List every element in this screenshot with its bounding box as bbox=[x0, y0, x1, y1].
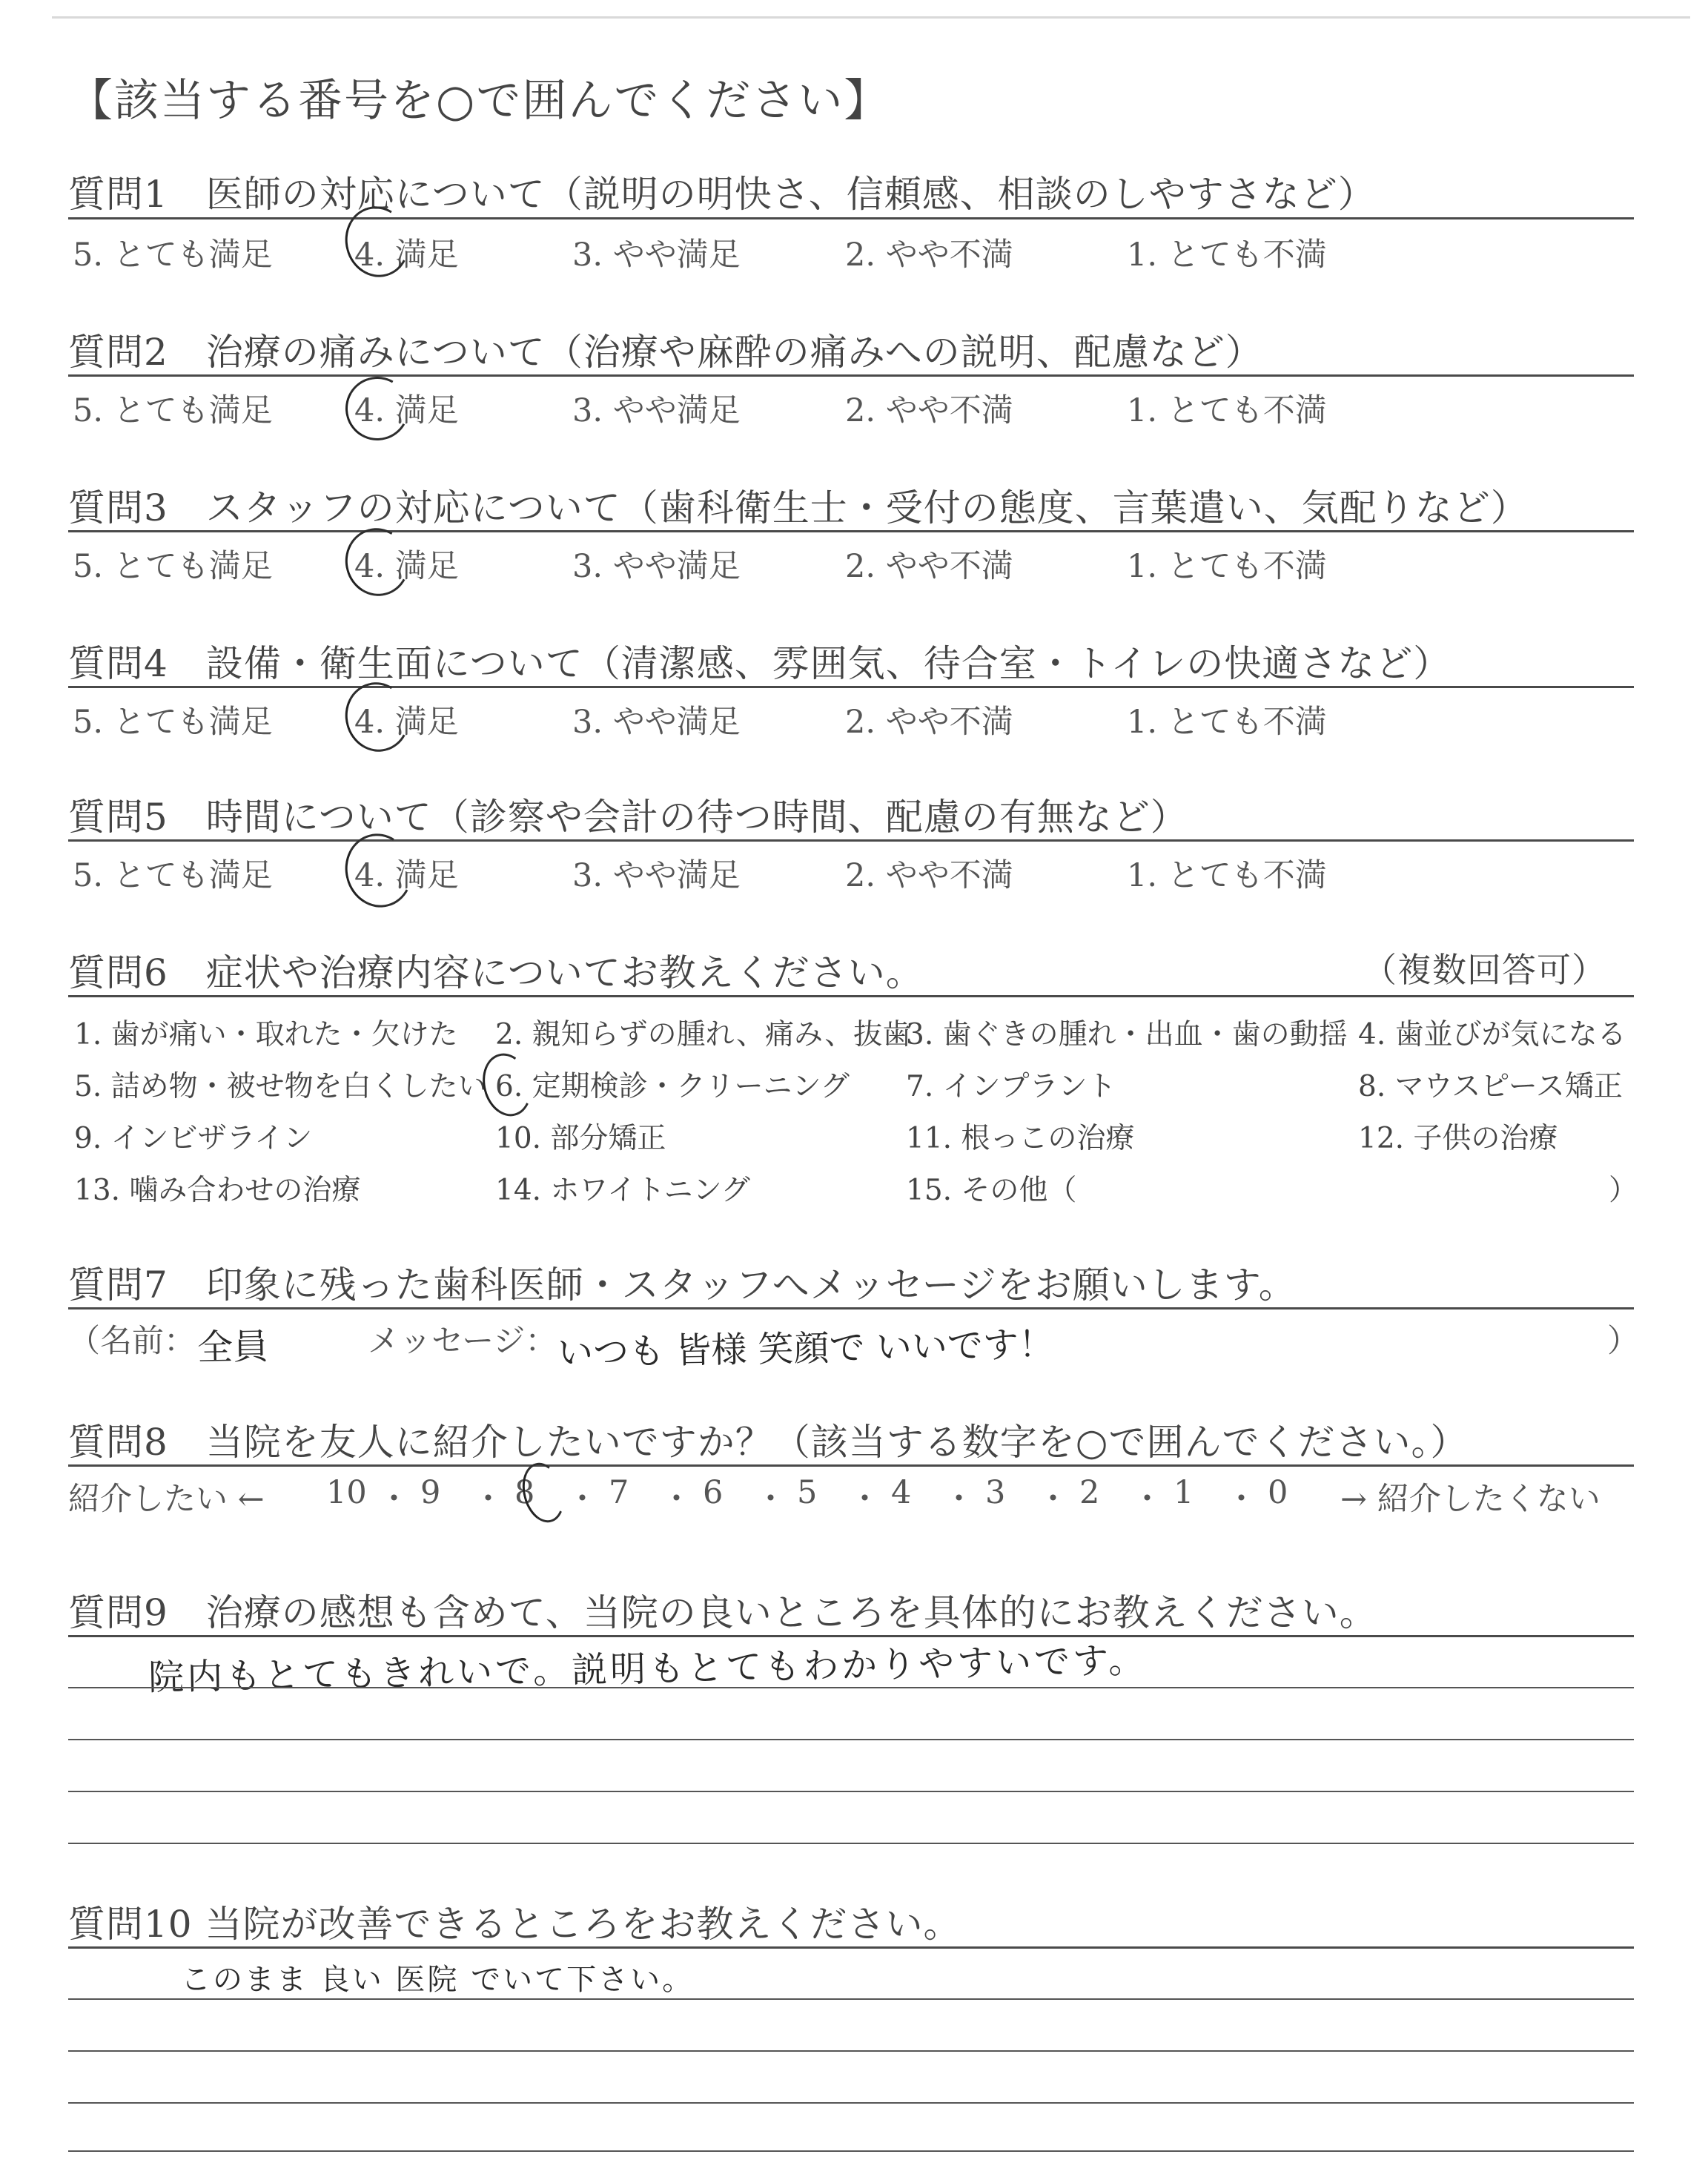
q5-option-1[interactable]: 1. とても不満 bbox=[1127, 857, 1327, 894]
q8-scale-8[interactable]: 8 bbox=[514, 1474, 535, 1511]
q8-right-label: → 紹介したくない bbox=[1340, 1481, 1601, 1518]
q8-scale-9[interactable]: 9 bbox=[420, 1474, 441, 1511]
question-6-note: （複数回答可） bbox=[1363, 950, 1606, 990]
q9-answer[interactable]: 院内もとてもきれいで。説明もとてもわかりやすいです。 bbox=[148, 1639, 1148, 1699]
q8-selection-circle bbox=[516, 1458, 570, 1527]
question-7-rule bbox=[68, 1307, 1634, 1309]
page-title: 【該当する番号を○で囲んでください】 bbox=[68, 75, 890, 127]
q7-message-value[interactable]: いつも 皆様 笑顔で いいです！ bbox=[557, 1324, 1055, 1374]
question-1-rule bbox=[68, 217, 1634, 219]
q5-option-5[interactable]: 5. とても満足 bbox=[73, 857, 273, 894]
q3-option-5[interactable]: 5. とても満足 bbox=[73, 548, 273, 585]
scan-edge-line bbox=[52, 16, 1690, 19]
q8-scale-separator: ・ bbox=[1131, 1481, 1163, 1518]
q9-line-3 bbox=[68, 1791, 1634, 1792]
question-2-rule bbox=[68, 374, 1634, 377]
q6-option-1[interactable]: 1. 歯が痛い・取れた・欠けた bbox=[74, 1018, 458, 1051]
q6-option-6[interactable]: 6. 定期検診・クリーニング bbox=[495, 1070, 850, 1103]
question-4-rule bbox=[68, 686, 1634, 688]
q6-option-11[interactable]: 11. 根っこの治療 bbox=[906, 1122, 1135, 1155]
q7-close: ） bbox=[1607, 1323, 1639, 1360]
q6-option-12[interactable]: 12. 子供の治療 bbox=[1358, 1122, 1558, 1155]
q6-option-4[interactable]: 4. 歯並びが気になる bbox=[1358, 1018, 1626, 1051]
q8-scale-separator: ・ bbox=[1225, 1481, 1257, 1518]
q6-option-3[interactable]: 3. 歯ぐきの腫れ・出血・歯の動揺 bbox=[906, 1018, 1348, 1051]
question-6-rule bbox=[68, 995, 1634, 997]
q3-option-1[interactable]: 1. とても不満 bbox=[1127, 548, 1327, 585]
q2-option-2[interactable]: 2. やや不満 bbox=[845, 392, 1013, 429]
q10-line-4 bbox=[68, 2150, 1634, 2152]
q1-option-4[interactable]: 4. 満足 bbox=[354, 237, 459, 274]
q8-scale-separator: ・ bbox=[755, 1481, 787, 1518]
q8-scale-5[interactable]: 5 bbox=[797, 1474, 818, 1511]
q8-scale-separator: ・ bbox=[661, 1481, 692, 1518]
question-8: 質問8 当院を友人に紹介したいですか？（該当する数字を○で囲んでください。） bbox=[68, 1421, 1469, 1464]
q2-option-5[interactable]: 5. とても満足 bbox=[73, 392, 273, 429]
q2-option-3[interactable]: 3. やや満足 bbox=[572, 392, 741, 429]
q8-scale-7[interactable]: 7 bbox=[609, 1474, 629, 1511]
q6-option-13[interactable]: 13. 噛み合わせの治療 bbox=[74, 1174, 361, 1207]
q8-scale-6[interactable]: 6 bbox=[703, 1474, 724, 1511]
q8-scale-1[interactable]: 1 bbox=[1174, 1474, 1194, 1511]
question-3: 質問3 スタッフの対応について（歯科衛生士・受付の態度、言葉遣い、気配りなど） bbox=[68, 486, 1529, 529]
q8-scale-separator: ・ bbox=[566, 1481, 598, 1518]
q8-scale-2[interactable]: 2 bbox=[1079, 1474, 1100, 1511]
q4-option-2[interactable]: 2. やや不満 bbox=[845, 704, 1013, 741]
q5-option-4[interactable]: 4. 満足 bbox=[354, 857, 459, 894]
q2-option-4[interactable]: 4. 満足 bbox=[354, 392, 459, 429]
q9-line-1 bbox=[68, 1687, 1634, 1688]
q9-line-2 bbox=[68, 1739, 1634, 1740]
q8-scale-10[interactable]: 10 bbox=[326, 1474, 367, 1511]
q7-name-value[interactable]: 全員 bbox=[196, 1326, 269, 1369]
q8-scale-separator: ・ bbox=[378, 1481, 410, 1518]
q6-option-9[interactable]: 9. インビザライン bbox=[74, 1122, 313, 1155]
question-9: 質問9 治療の感想も含めて、当院の良いところを具体的にお教えください。 bbox=[68, 1591, 1377, 1634]
q10-line-1 bbox=[68, 1998, 1634, 2000]
q4-option-5[interactable]: 5. とても満足 bbox=[73, 704, 273, 741]
q5-option-3[interactable]: 3. やや満足 bbox=[572, 857, 741, 894]
q6-other-close: ） bbox=[1609, 1174, 1638, 1207]
q6-option-14[interactable]: 14. ホワイトニング bbox=[495, 1174, 750, 1207]
q6-option-15[interactable]: 15. その他（ bbox=[906, 1174, 1077, 1207]
q8-left-label: 紹介したい ← bbox=[68, 1481, 265, 1518]
q3-selection-circle bbox=[338, 521, 417, 603]
q9-line-4 bbox=[68, 1843, 1634, 1844]
q1-option-2[interactable]: 2. やや不満 bbox=[845, 237, 1013, 274]
q3-option-3[interactable]: 3. やや満足 bbox=[572, 548, 741, 585]
q1-option-5[interactable]: 5. とても満足 bbox=[73, 237, 273, 274]
question-1: 質問1 医師の対応について（説明の明快さ、信頼感、相談のしやすさなど） bbox=[68, 173, 1376, 216]
q8-scale-separator: ・ bbox=[1037, 1481, 1069, 1518]
q8-scale-separator: ・ bbox=[943, 1481, 975, 1518]
q3-option-4[interactable]: 4. 満足 bbox=[354, 548, 459, 585]
q8-scale-3[interactable]: 3 bbox=[985, 1474, 1006, 1511]
question-7: 質問7 印象に残った歯科医師・スタッフへメッセージをお願いします。 bbox=[68, 1264, 1297, 1307]
q7-message-label: メッセージ： bbox=[368, 1323, 557, 1360]
question-8-rule bbox=[68, 1464, 1634, 1467]
question-2: 質問2 治療の痛みについて（治療や麻酔の痛みへの説明、配慮など） bbox=[68, 331, 1263, 374]
q10-answer[interactable]: このまま 良い 医院 でいて下さい。 bbox=[181, 1963, 695, 1997]
question-5-rule bbox=[68, 839, 1634, 842]
q4-option-3[interactable]: 3. やや満足 bbox=[572, 704, 741, 741]
q8-scale-0[interactable]: 0 bbox=[1268, 1474, 1288, 1511]
q8-scale-separator: ・ bbox=[849, 1481, 881, 1518]
q6-option-7[interactable]: 7. インプラント bbox=[906, 1070, 1116, 1103]
q4-option-1[interactable]: 1. とても不満 bbox=[1127, 704, 1327, 741]
q7-name-label: （名前： bbox=[68, 1323, 196, 1360]
q10-line-2 bbox=[68, 2050, 1634, 2052]
q2-option-1[interactable]: 1. とても不満 bbox=[1127, 392, 1327, 429]
q6-option-10[interactable]: 10. 部分矯正 bbox=[495, 1122, 666, 1155]
q1-option-1[interactable]: 1. とても不満 bbox=[1127, 237, 1327, 274]
q10-line-3 bbox=[68, 2102, 1634, 2104]
q2-selection-circle bbox=[338, 369, 416, 447]
q5-option-2[interactable]: 2. やや不満 bbox=[845, 857, 1013, 894]
question-4: 質問4 設備・衛生面について（清潔感、雰囲気、待合室・トイレの快適さなど） bbox=[68, 642, 1452, 685]
q6-option-2[interactable]: 2. 親知らずの腫れ、痛み、抜歯 bbox=[495, 1018, 912, 1051]
q6-selection-circle bbox=[476, 1048, 538, 1122]
q8-scale-separator: ・ bbox=[472, 1481, 504, 1518]
q6-option-8[interactable]: 8. マウスピース矯正 bbox=[1358, 1070, 1623, 1103]
q4-option-4[interactable]: 4. 満足 bbox=[354, 704, 459, 741]
question-6: 質問6 症状や治療内容についてお教えください。 bbox=[68, 951, 924, 994]
question-3-rule bbox=[68, 530, 1634, 532]
q6-option-5[interactable]: 5. 詰め物・被せ物を白くしたい bbox=[74, 1070, 487, 1103]
q3-option-2[interactable]: 2. やや不満 bbox=[845, 548, 1013, 585]
question-10: 質問10 当院が改善できるところをお教えください。 bbox=[68, 1903, 961, 1946]
question-10-rule bbox=[68, 1946, 1634, 1949]
question-5: 質問5 時間について（診察や会計の待つ時間、配慮の有無など） bbox=[68, 796, 1188, 839]
q8-scale-4[interactable]: 4 bbox=[891, 1474, 912, 1511]
q1-option-3[interactable]: 3. やや満足 bbox=[572, 237, 741, 274]
